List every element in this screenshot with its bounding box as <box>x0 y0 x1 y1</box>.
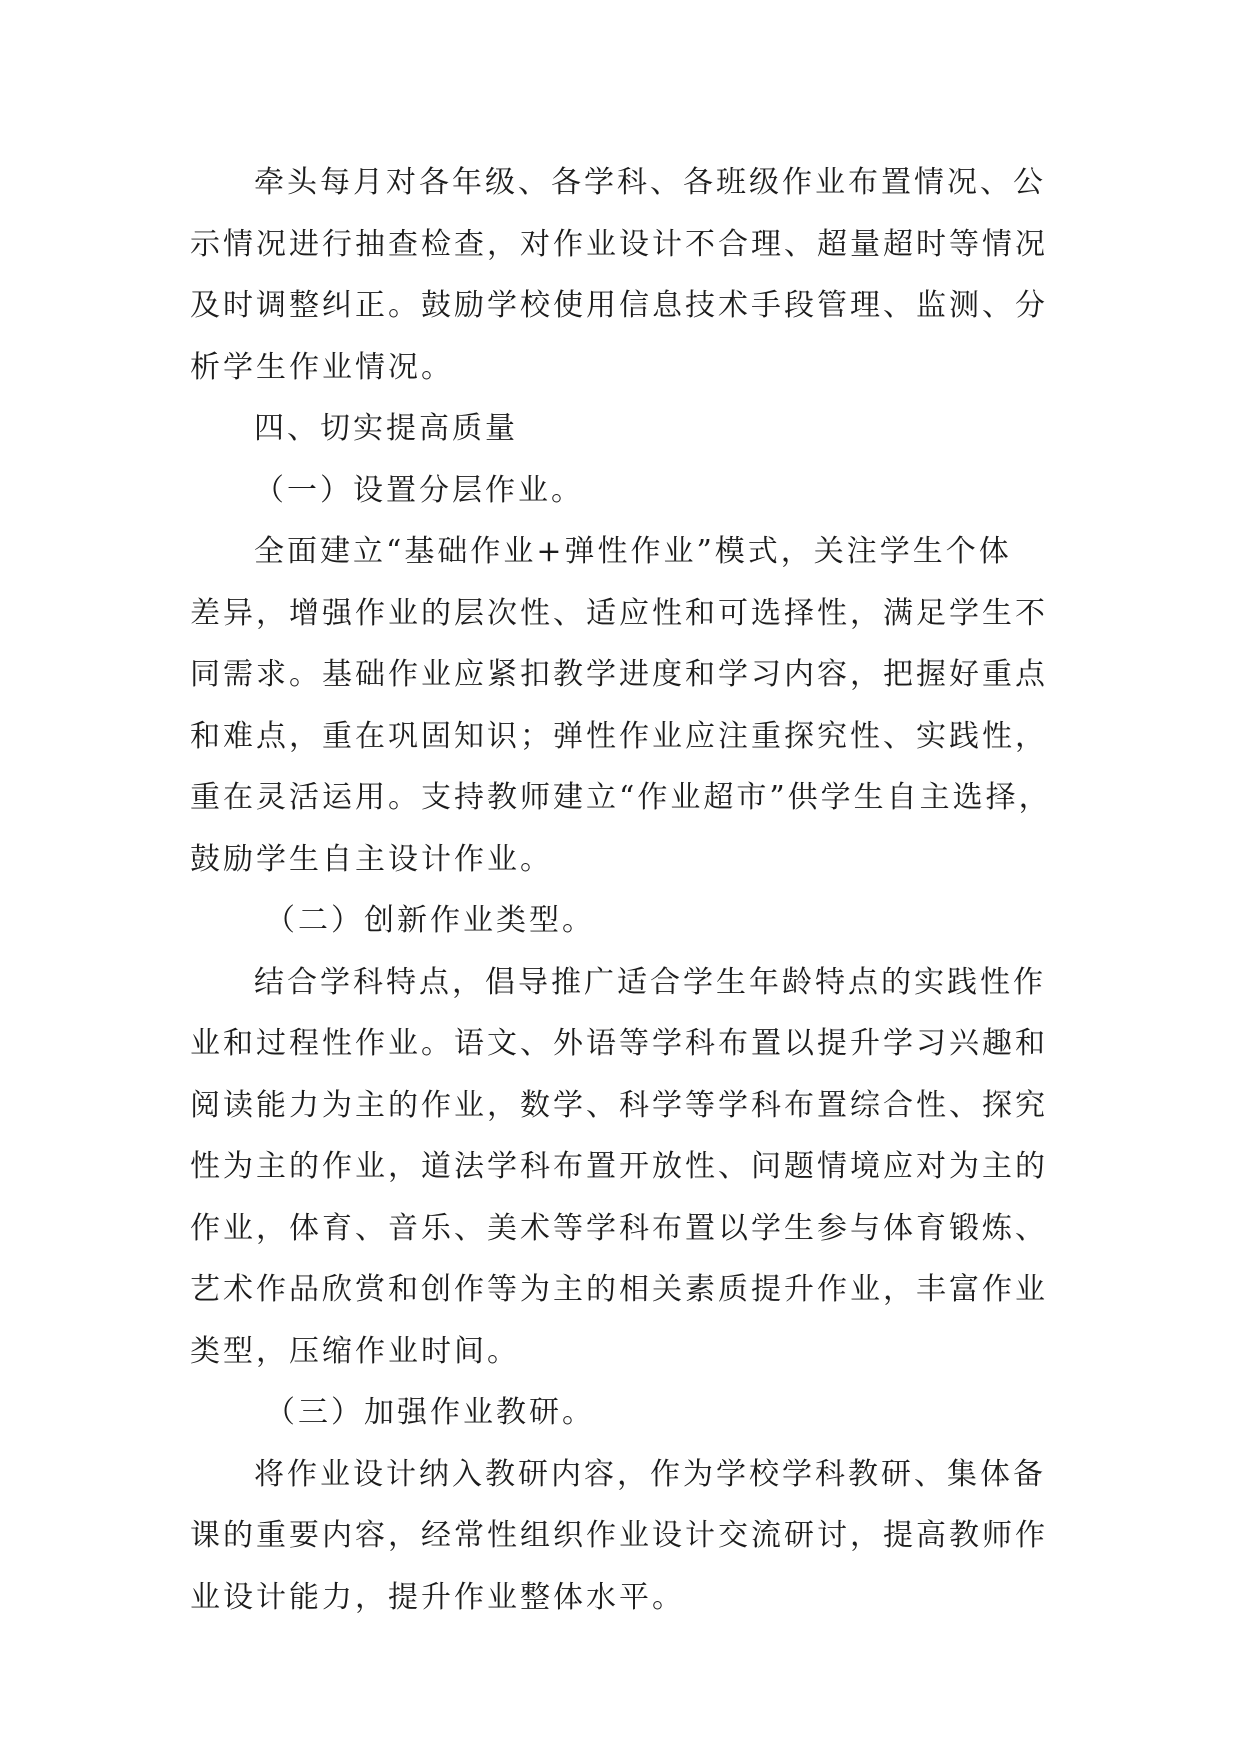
paragraph-line: 作业，体育、音乐、美术等学科布置以学生参与体育锻炼、 <box>190 1210 1048 1246</box>
paragraph-line: 课的重要内容，经常性组织作业设计交流研讨，提高教师作 <box>190 1518 1048 1553</box>
subsection-heading: （一）设置分层作业。 <box>254 472 584 508</box>
paragraph-line: 将作业设计纳入教研内容，作为学校学科教研、集体备 <box>254 1456 1046 1492</box>
paragraph-line: 牵头每月对各年级、各学科、各班级作业布置情况、公 <box>254 165 1046 200</box>
paragraph-line: 析学生作业情况。 <box>190 349 454 385</box>
paragraph-line: 性为主的作业，道法学科布置开放性、问题情境应对为主的 <box>190 1149 1048 1184</box>
paragraph-line: 阅读能力为主的作业，数学、科学等学科布置综合性、探究 <box>190 1087 1048 1123</box>
paragraph-line: 同需求。基础作业应紧扣教学进度和学习内容，把握好重点 <box>190 657 1048 692</box>
paragraph-line: 艺术作品欣赏和创作等为主的相关素质提升作业，丰富作业 <box>190 1272 1048 1307</box>
paragraph-line: 全面建立“基础作业+弹性作业”模式，关注学生个体 <box>254 534 1012 569</box>
paragraph-line: 差异，增强作业的层次性、适应性和可选择性，满足学生不 <box>190 595 1048 631</box>
paragraph-line: 鼓励学生自主设计作业。 <box>190 841 553 877</box>
paragraph-line: 重在灵活运用。支持教师建立“作业超市”供学生自主选择， <box>190 780 1052 815</box>
paragraph-line: 业设计能力，提升作业整体水平。 <box>190 1579 685 1615</box>
subsection-heading: （二）创新作业类型。 <box>265 903 595 938</box>
paragraph-line: 和难点，重在巩固知识；弹性作业应注重探究性、实践性， <box>190 718 1048 754</box>
section-heading: 四、切实提高质量 <box>254 411 518 446</box>
document-body <box>190 152 1060 1628</box>
paragraph-line: 结合学科特点，倡导推广适合学生年龄特点的实践性作 <box>254 964 1046 1000</box>
paragraph-line: 业和过程性作业。语文、外语等学科布置以提升学习兴趣和 <box>190 1026 1048 1061</box>
paragraph-line: 类型，压缩作业时间。 <box>190 1333 520 1369</box>
paragraph-line: 示情况进行抽查检查，对作业设计不合理、超量超时等情况 <box>190 226 1048 262</box>
subsection-heading: （三）加强作业教研。 <box>265 1395 595 1430</box>
paragraph-line: 及时调整纠正。鼓励学校使用信息技术手段管理、监测、分 <box>190 288 1048 323</box>
